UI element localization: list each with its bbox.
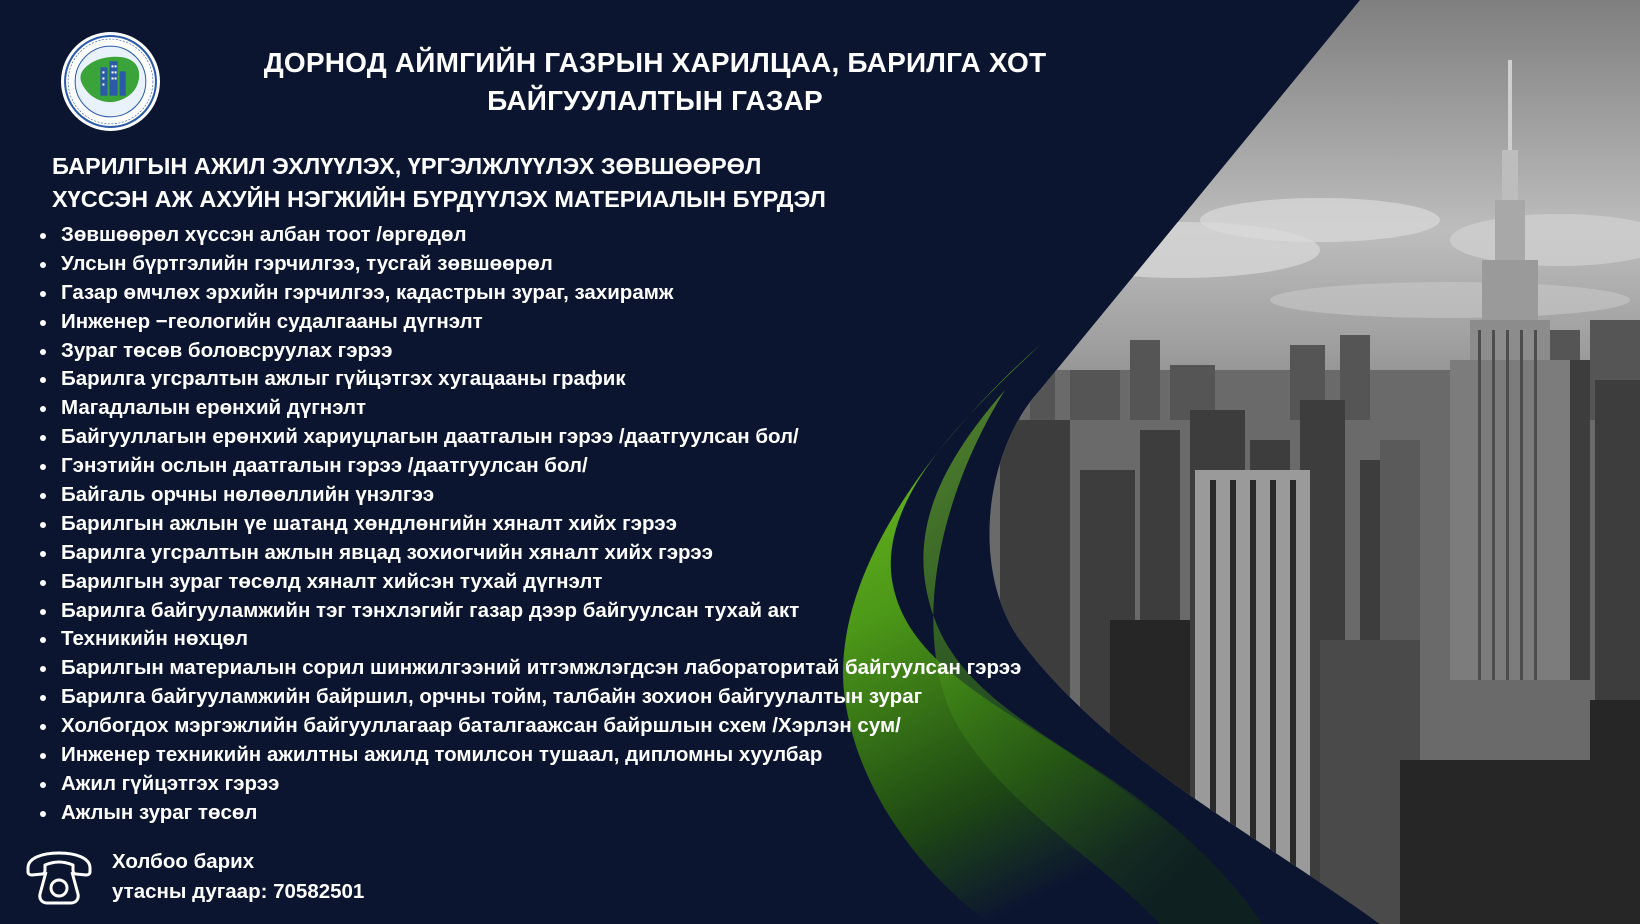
list-item: Зураг төсөв боловсруулах гэрээ (36, 337, 1021, 366)
list-item: Гэнэтийн ослын даатгалын гэрээ /даатгуулсан бол/ (36, 452, 1021, 481)
list-item: Барилгын материалын сорил шинжилгээний итгэмжлэгдсэн лабораторитай байгуулсан гэрээ (36, 654, 1021, 683)
list-item: Ажлын зураг төсөл (36, 799, 1021, 828)
list-item: Байгууллагын ерөнхий хариуцлагын даатгалын гэрээ /даатгуулсан бол/ (36, 423, 1021, 452)
list-item: Барилга байгууламжийн байршил, орчны тойм, талбайн зохион байгуулалтын зураг (36, 683, 1021, 712)
contact-label: Холбоо барих (112, 850, 255, 873)
list-item: Ажил гүйцэтгэх гэрээ (36, 770, 1021, 799)
list-item: Байгаль орчны нөлөөллийн үнэлгээ (36, 481, 1021, 510)
requirements-list (36, 221, 1021, 828)
list-item: Магадлалын ерөнхий дүгнэлт (36, 394, 1021, 423)
contact-block (112, 847, 364, 907)
list-item: Барилгын ажлын үе шатанд хөндлөнгийн хяналт хийх гэрээ (36, 510, 1021, 539)
page-title-line1: ДОРНОД АЙМГИЙН ГАЗРЫН ХАРИЛЦАА, БАРИЛГА ХОТ (263, 47, 1047, 78)
section-heading-line1: БАРИЛГЫН АЖИЛ ЭХЛҮҮЛЭХ, ҮРГЭЛЖЛҮҮЛЭХ ЗӨВШӨӨРӨЛ (52, 153, 762, 179)
list-item: Зөвшөөрөл хүссэн албан тоот /өргөдөл (36, 221, 1021, 250)
page-title-line2: БАЙГУУЛАЛТЫН ГАЗАР (487, 85, 823, 116)
org-seal-logo (60, 31, 161, 132)
page-title (210, 44, 1100, 120)
list-item: Улсын бүртгэлийн гэрчилгээ, тусгай зөвшөөрөл (36, 250, 1021, 279)
section-heading-line2: ХҮССЭН АЖ АХУЙН НЭГЖИЙН БҮРДҮҮЛЭХ МАТЕРИАЛЫН БҮРДЭЛ (52, 186, 826, 212)
list-item: Барилга байгууламжийн тэг тэнхлэгийг газар дээр байгуулсан тухай акт (36, 597, 1021, 626)
list-item: Барилга угсралтын ажлын явцад зохиогчийн хяналт хийх гэрээ (36, 539, 1021, 568)
list-item: Барилгын зураг төсөлд хяналт хийсэн тухай дүгнэлт (36, 568, 1021, 597)
section-heading (52, 150, 826, 216)
list-item: Инженер техникийн ажилтны ажилд томилсон тушаал, дипломны хуулбар (36, 741, 1021, 770)
list-item: Холбогдох мэргэжлийн байгууллагаар баталгаажсан байршлын схем /Хэрлэн сум/ (36, 712, 1021, 741)
list-item: Инженер −геологийн судалгааны дүгнэлт (36, 308, 1021, 337)
list-item: Техникийн нөхцөл (36, 625, 1021, 654)
phone-number: утасны дугаар: 70582501 (112, 880, 365, 903)
list-item: Газар өмчлөх эрхийн гэрчилгээ, кадастрын зураг, захирамж (36, 279, 1021, 308)
telephone-icon (24, 850, 94, 906)
list-item: Барилга угсралтын ажлыг гүйцэтгэх хугацааны график (36, 365, 1021, 394)
